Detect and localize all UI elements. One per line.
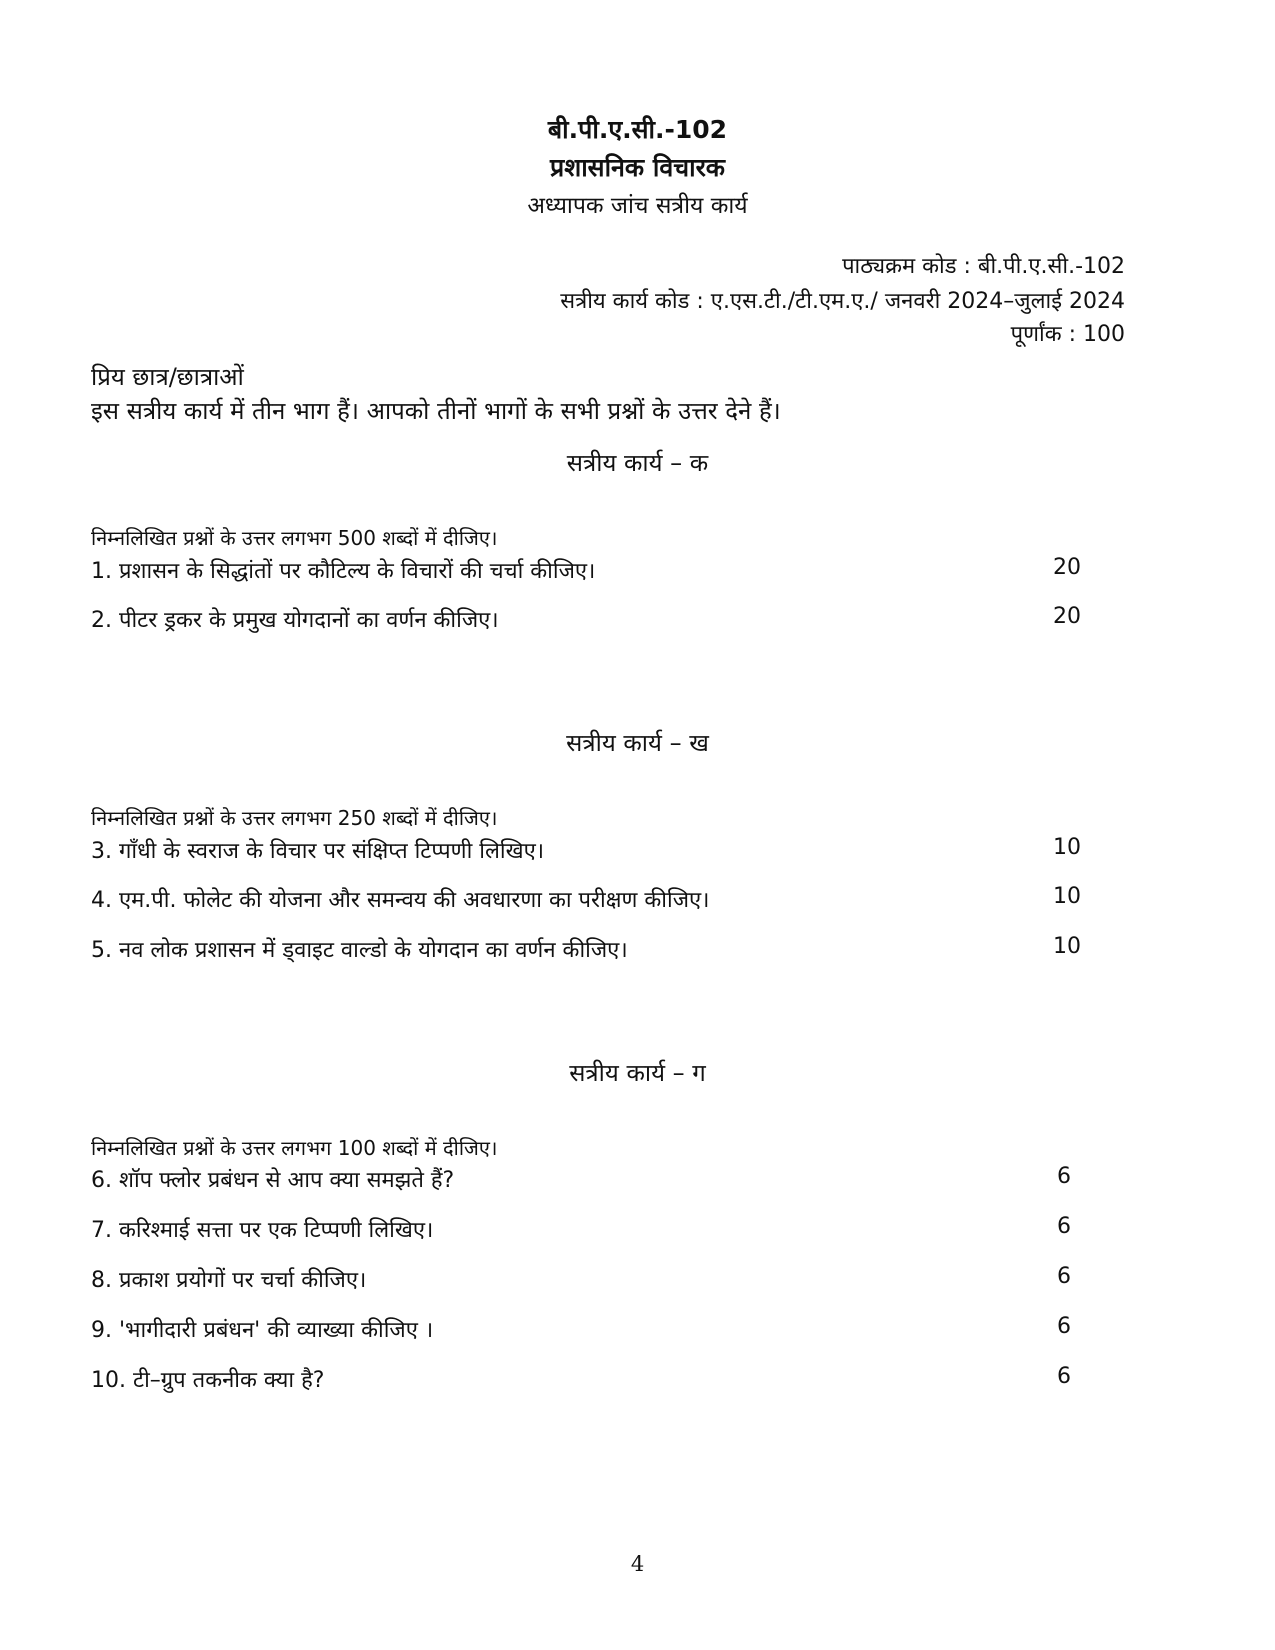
question-text: 6. शॉप फ्लोर प्रबंधन से आप क्या समझते हैं? [91, 1168, 455, 1193]
section-a-instruction: निम्नलिखित प्रश्नों के उत्तर लगभग 500 शब्दों में दीजिए। [91, 526, 498, 550]
assignment-subtitle: अध्यापक जांच सत्रीय कार्य [527, 193, 748, 219]
course-code-heading: बी.पी.ए.सी.-102 [547, 115, 728, 144]
general-instruction: इस सत्रीय कार्य में तीन भाग हैं। आपको तीनों भागों के सभी प्रश्नों के उत्तर देने हैं। [91, 397, 781, 425]
section-b-heading: सत्रीय कार्य – ख [566, 729, 709, 757]
section-b-instruction: निम्नलिखित प्रश्नों के उत्तर लगभग 250 शब्दों में दीजिए। [91, 806, 498, 830]
section-c-instruction: निम्नलिखित प्रश्नों के उत्तर लगभग 100 शब्दों में दीजिए। [91, 1136, 498, 1160]
question-item [91, 1314, 1081, 1344]
question-item [91, 1214, 1081, 1244]
question-item [91, 555, 1081, 585]
question-text: 3. गाँधी के स्वराज के विचार पर संक्षिप्त टिप्पणी लिखिए। [91, 839, 545, 864]
question-item [91, 604, 1081, 634]
course-code-line: पाठ्यक्रम कोड : बी.पी.ए.सी.-102 [842, 254, 1125, 279]
question-item [91, 835, 1081, 865]
question-text: 5. नव लोक प्रशासन में ड्वाइट वाल्डो के योगदान का वर्णन कीजिए। [91, 938, 628, 963]
section-a-heading: सत्रीय कार्य – क [566, 449, 709, 477]
question-marks: 10 [1053, 934, 1081, 959]
max-marks-line: पूर्णांक : 100 [1010, 322, 1125, 347]
question-marks: 10 [1053, 835, 1081, 860]
question-item [91, 1164, 1081, 1194]
question-marks: 6 [1057, 1264, 1071, 1289]
question-marks: 10 [1053, 884, 1081, 909]
salutation: प्रिय छात्र/छात्राओं [91, 363, 244, 391]
question-item [91, 884, 1081, 914]
question-text: 8. प्रकाश प्रयोगों पर चर्चा कीजिए। [91, 1268, 367, 1293]
question-text: 9. 'भागीदारी प्रबंधन' की व्याख्या कीजिए । [91, 1318, 434, 1343]
question-marks: 20 [1053, 604, 1081, 629]
assignment-code-line: सत्रीय कार्य कोड : ए.एस.टी./टी.एम.ए./ जनवरी 2024–जुलाई 2024 [560, 289, 1125, 314]
question-marks: 6 [1057, 1364, 1071, 1389]
question-marks: 20 [1053, 555, 1081, 580]
question-marks: 6 [1057, 1214, 1071, 1239]
question-item [91, 1364, 1081, 1394]
question-text: 4. एम.पी. फोलेट की योजना और समन्वय की अवधारणा का परीक्षण कीजिए। [91, 888, 710, 913]
course-title-heading: प्रशासनिक विचारक [549, 153, 725, 182]
question-text: 2. पीटर ड्रकर के प्रमुख योगदानों का वर्णन कीजिए। [91, 608, 499, 633]
question-text: 10. टी–ग्रुप तकनीक क्या है? [91, 1368, 325, 1393]
question-text: 1. प्रशासन के सिद्धांतों पर कौटिल्य के विचारों की चर्चा कीजिए। [91, 559, 596, 584]
question-marks: 6 [1057, 1314, 1071, 1339]
page-number: 4 [630, 1552, 645, 1576]
question-marks: 6 [1057, 1164, 1071, 1189]
section-c-heading: सत्रीय कार्य – ग [569, 1059, 706, 1087]
question-text: 7. करिश्माई सत्ता पर एक टिप्पणी लिखिए। [91, 1218, 434, 1243]
question-item [91, 1264, 1081, 1294]
question-item [91, 934, 1081, 964]
